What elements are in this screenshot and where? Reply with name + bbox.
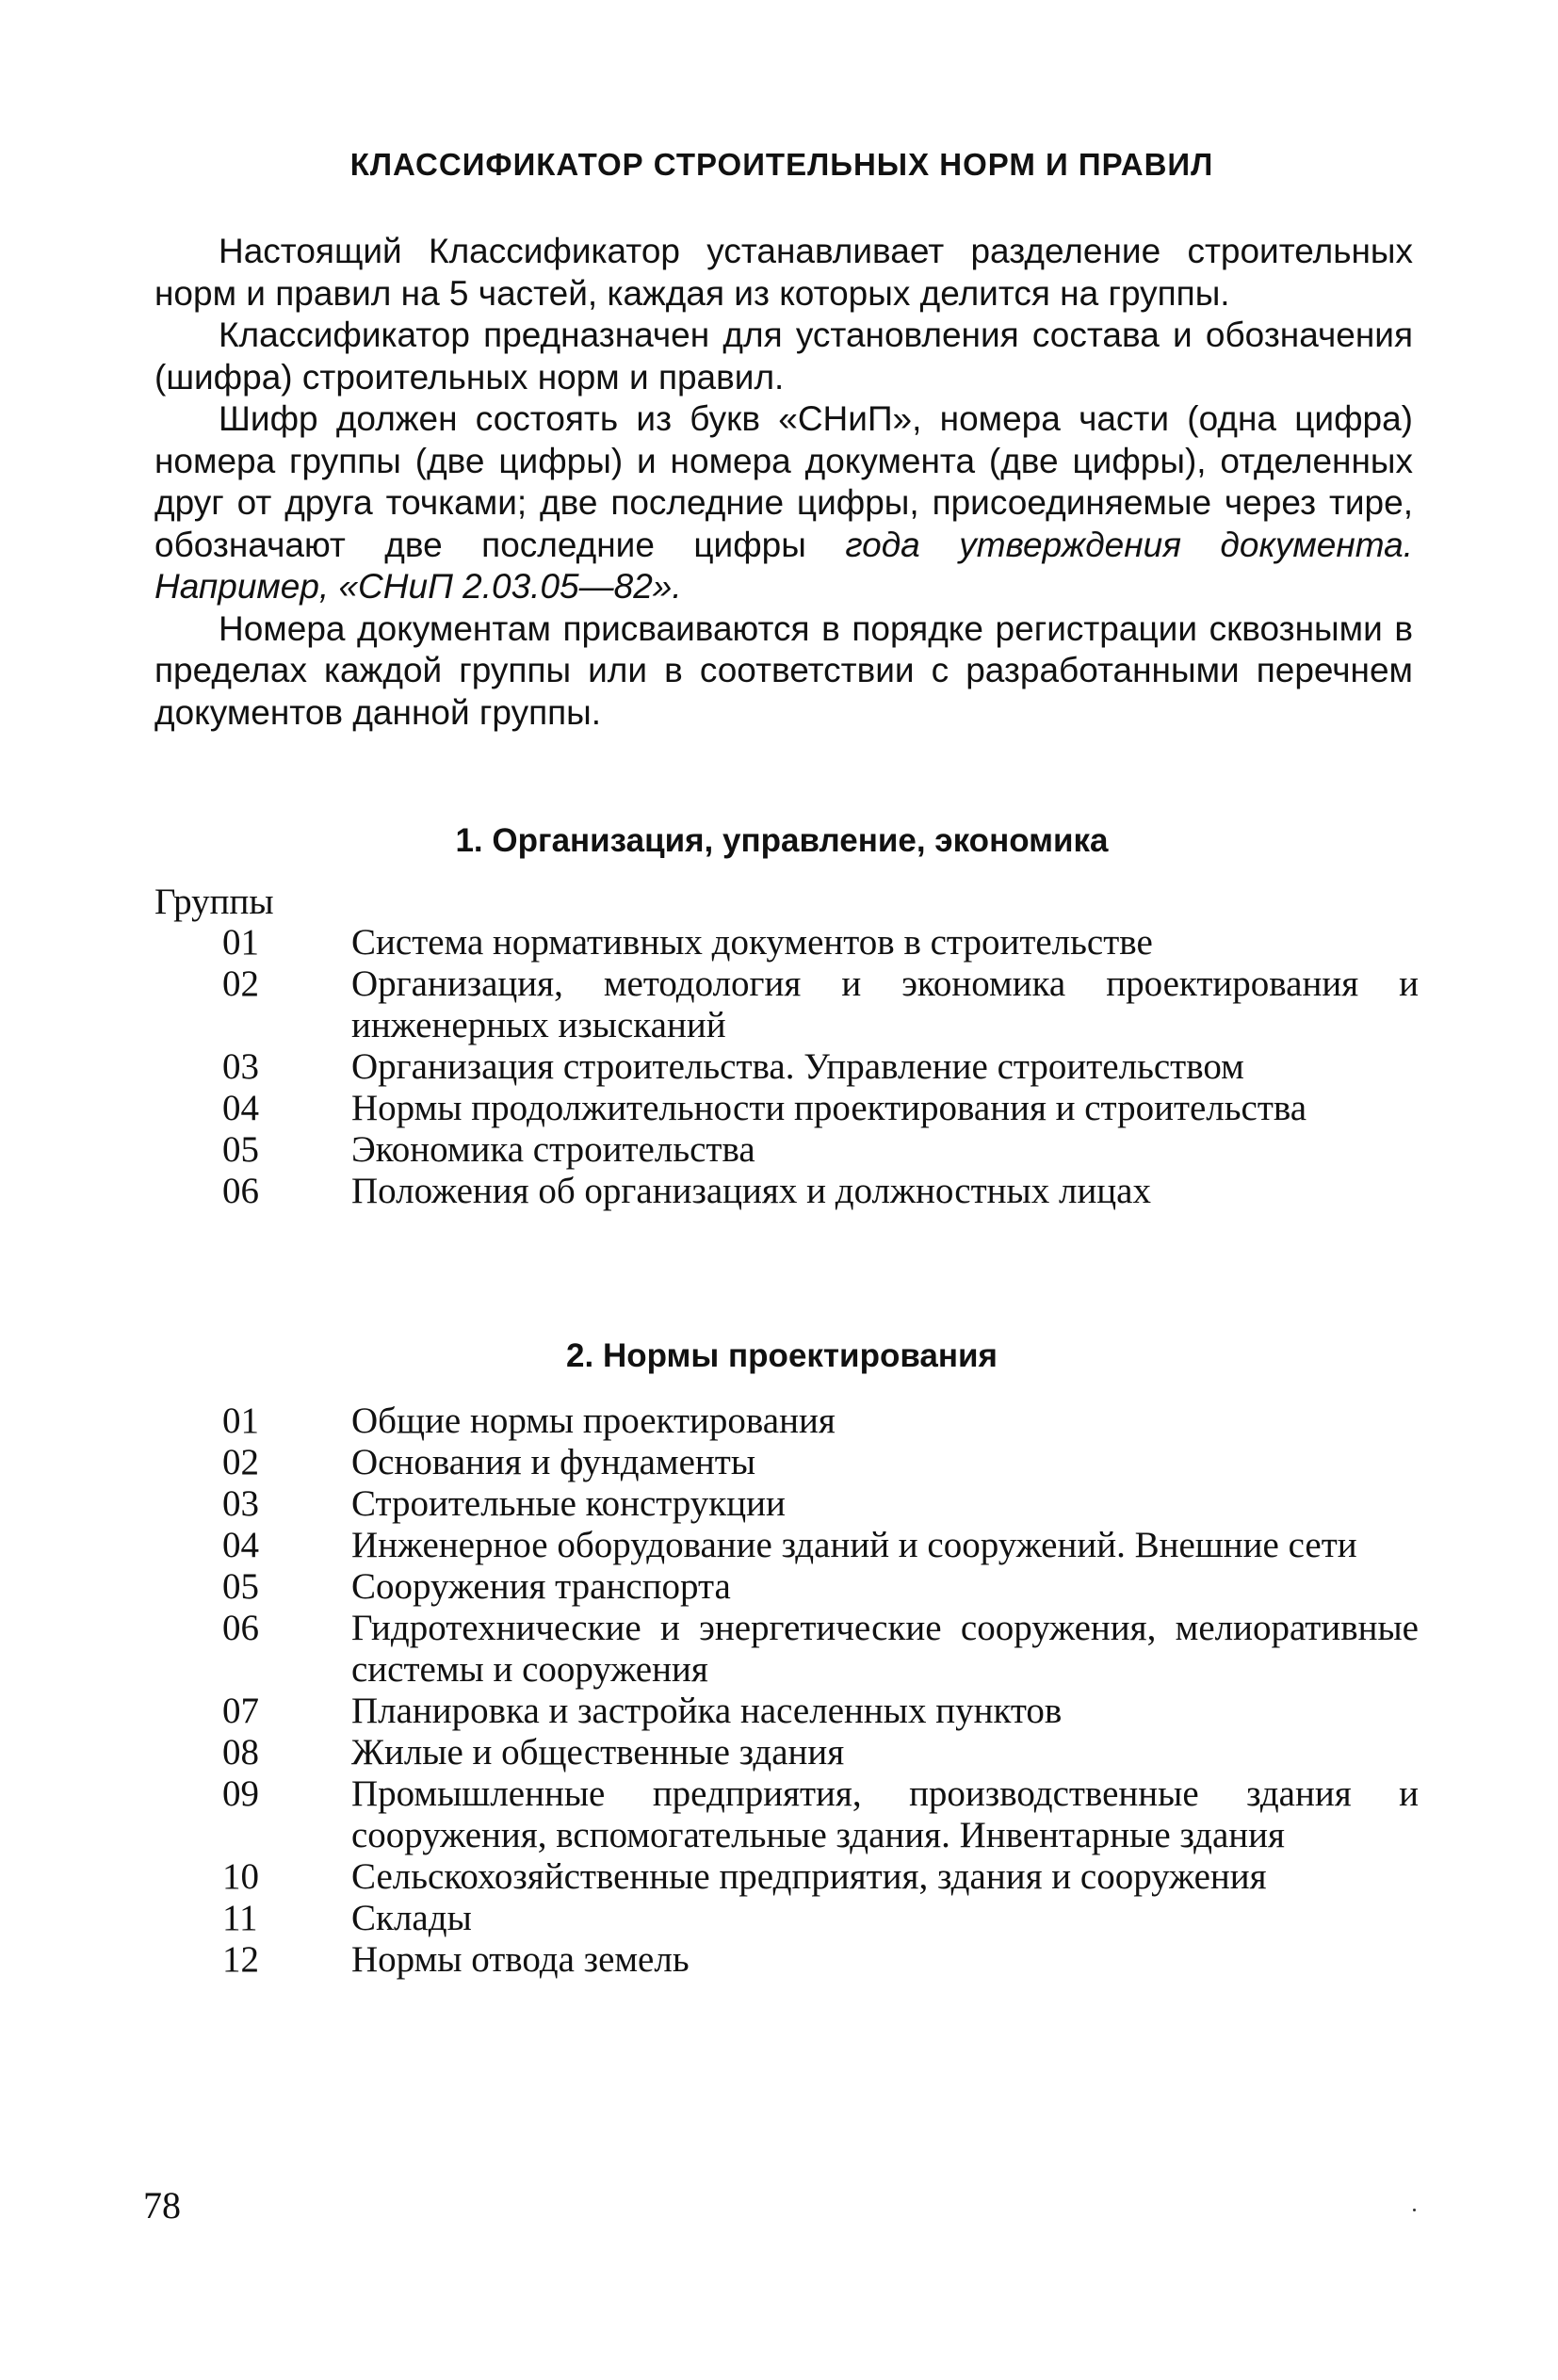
print-speck (1413, 2209, 1416, 2211)
group-title: Нормы отвода земель (351, 1939, 690, 1980)
group-title: Нормы продолжительности проектирования и строительства (351, 1088, 1307, 1128)
group-number: 06 (222, 1608, 259, 1648)
list-item (222, 1566, 1419, 1608)
list-item (222, 1939, 1419, 1981)
group-number: 12 (222, 1939, 259, 1980)
group-number: 03 (222, 1483, 259, 1524)
intro-paragraph-3 (154, 398, 1413, 608)
list-item (222, 1691, 1419, 1732)
intro-paragraph-3-text: Шифр должен состоять из букв «СНиП», номера части (одна цифра) номера группы (две цифры) и номера документа (две цифры), отделенных друг от друга точками; две последние цифры, присоединяемые через тире, обозначают две последние цифры (154, 399, 1413, 564)
intro-paragraph-4: Номера документам присваиваются в порядке регистрации сквозными в пределах каждой группы или в соответствии с разработанными перечнем документов данной группы. (154, 608, 1413, 732)
section-1-title: 1. Организация, управление, экономика (455, 822, 1109, 859)
list-item (222, 1442, 1419, 1483)
section-2-title: 2. Нормы проектирования (566, 1337, 998, 1374)
group-title: Гидротехнические и энергетические сооружения, мелиоративные системы и сооружения (351, 1608, 1419, 1690)
list-item (222, 1732, 1419, 1773)
intro-paragraph-1: Настоящий Классификатор устанавливает разделение строительных норм и правил на 5 частей, каждая из которых делится на группы. (154, 232, 1413, 313)
group-title: Система нормативных документов в строительстве (351, 922, 1153, 963)
section-1-group-list (222, 922, 1419, 1212)
list-item (222, 1525, 1419, 1566)
intro-paragraph-3-italic: года утверждения документа. Например, «СНиП 2.03.05—82». (154, 525, 1413, 606)
list-item (222, 1088, 1419, 1129)
group-title: Склады (351, 1898, 472, 1938)
document-title: КЛАССИФИКАТОР СТРОИТЕЛЬНЫХ НОРМ И ПРАВИЛ (349, 147, 1214, 182)
group-number: 01 (222, 922, 259, 963)
group-title: Организация строительства. Управление строительством (351, 1046, 1244, 1087)
list-item (222, 1898, 1419, 1939)
group-title: Экономика строительства (351, 1129, 755, 1170)
group-title: Основания и фундаменты (351, 1442, 756, 1482)
group-title: Организация, методология и экономика проектирования и инженерных изысканий (351, 963, 1419, 1045)
list-item (222, 1046, 1419, 1088)
group-number: 10 (222, 1856, 259, 1897)
group-title: Строительные конструкции (351, 1483, 786, 1524)
group-number: 07 (222, 1691, 259, 1731)
list-item (222, 1400, 1419, 1442)
list-item (222, 963, 1419, 1046)
group-number: 02 (222, 963, 259, 1004)
group-number: 09 (222, 1773, 259, 1814)
group-number: 03 (222, 1046, 259, 1087)
group-title: Положения об организациях и должностных лицах (351, 1171, 1151, 1211)
group-number: 11 (222, 1898, 258, 1938)
group-number: 06 (222, 1171, 259, 1211)
group-title: Планировка и застройка населенных пунктов (351, 1691, 1063, 1731)
intro-text (154, 231, 1413, 734)
list-item (222, 922, 1419, 963)
groups-label: Группы (154, 882, 274, 922)
list-item (222, 1608, 1419, 1691)
group-number: 08 (222, 1732, 259, 1773)
group-title: Жилые и общественные здания (351, 1732, 845, 1773)
section-2-group-list (222, 1400, 1419, 1981)
group-title: Инженерное оборудование зданий и сооружений. Внешние сети (351, 1525, 1357, 1565)
list-item (222, 1856, 1419, 1898)
list-item (222, 1773, 1419, 1856)
list-item (222, 1483, 1419, 1525)
group-number: 04 (222, 1088, 259, 1128)
list-item (222, 1171, 1419, 1212)
page-number: 78 (143, 2184, 181, 2226)
group-number: 01 (222, 1400, 259, 1441)
group-number: 04 (222, 1525, 259, 1565)
intro-paragraph-2: Классификатор предназначен для установления состава и обозначения (шифра) строительных норм и правил. (154, 316, 1413, 397)
list-item (222, 1129, 1419, 1171)
group-title: Сооружения транспорта (351, 1566, 731, 1607)
group-title: Общие нормы проектирования (351, 1400, 836, 1441)
group-number: 05 (222, 1566, 259, 1607)
group-number: 05 (222, 1129, 259, 1170)
group-title: Промышленные предприятия, производственные здания и сооружения, вспомогательные здания. Инвентарные здания (351, 1773, 1419, 1855)
group-title: Сельскохозяйственные предприятия, здания и сооружения (351, 1856, 1267, 1897)
group-number: 02 (222, 1442, 259, 1482)
